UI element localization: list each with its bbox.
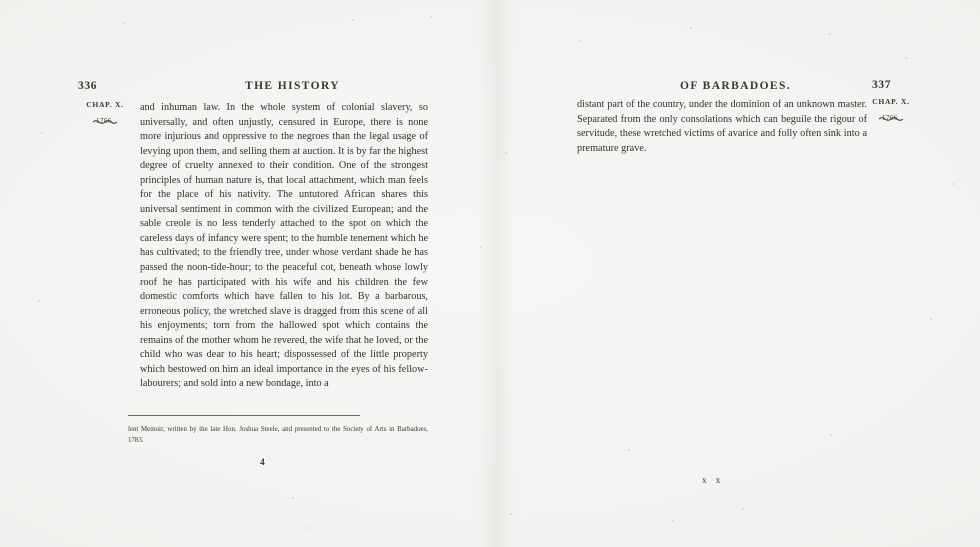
left-page-signature-mark: 4 xyxy=(260,458,267,468)
right-page-signature-mark: x x xyxy=(702,475,724,485)
wavy-rule-ornament-icon xyxy=(92,110,118,115)
left-page-text-column xyxy=(140,101,428,392)
scan-speckle xyxy=(953,183,955,185)
right-page xyxy=(520,0,940,547)
body-paragraph: distant part of the country, under the dominion of an unknown master. Separated from the only consolations which can beguile the rigour of servitude, these wretched victims of avarice and folly often sink into a premature grave. xyxy=(577,99,867,154)
right-page-folio: 337 xyxy=(872,79,892,91)
scan-speckle xyxy=(505,152,507,154)
scan-speckle xyxy=(41,132,43,134)
right-page-text-column xyxy=(577,98,867,156)
year-label: 1766. xyxy=(95,116,115,126)
wavy-rule-ornament-icon xyxy=(878,107,904,112)
chapter-label: CHAP. X. xyxy=(872,97,910,106)
left-page-running-head: THE HISTORY xyxy=(245,80,340,92)
right-page-margin-note xyxy=(860,97,922,123)
footnote-separator-rule xyxy=(128,415,360,416)
scan-speckle xyxy=(510,513,512,515)
scan-speckle xyxy=(480,246,482,248)
footnote-text: lent Memoir, written by the late Hon. Joshua Steele, and presented to the Society of Arts in Barbadoes, 1783. xyxy=(128,426,428,444)
left-page xyxy=(60,0,480,547)
page-gutter xyxy=(478,0,514,547)
left-page-margin-note xyxy=(74,100,136,126)
footnote-block xyxy=(128,415,428,446)
body-paragraph: and inhuman law. In the whole system of colonial slavery, so universally, and often unjustly, censured in Europe, there is none more injurious and oppressive to the negroes than the legal usage of levying upon them, and selling them at auction. It is by far the highest degree of cruelty annexed to their condition. One of the strongest principles of human nature is, that local attachment, which man feels for the place of his nativity. The untutored African shares this universal sentiment in common with the civilized European; and the sable creole is no less tenderly attached to the spot on which the careless days of infancy were spent; to the humble tenement which he has cultivated; to the friendly tree, under whose verdant shade he has passed the noon-tide-hour; to the peaceful cot, beneath whose lowly roof he has participated with his wife and his children the few domestic comforts which have fallen to his lot. By a barbarous, erroneous policy, the wretched slave is dragged from this scene of all his enjoyments; torn from the hallowed spot which contains the remains of the mother whom he revered, the wife that he loved, or the child who was dear to his heart; dispossessed of the little property which bestowed on him an ideal importance in the eyes of his fellow-labourers; and sold into a new bondage, into a xyxy=(140,102,428,390)
scan-speckle xyxy=(38,300,40,302)
chapter-label: CHAP. X. xyxy=(86,100,124,109)
left-page-folio: 336 xyxy=(78,80,98,92)
year-label: 1766. xyxy=(881,113,901,123)
right-page-running-head: OF BARBADOES. xyxy=(680,80,792,92)
